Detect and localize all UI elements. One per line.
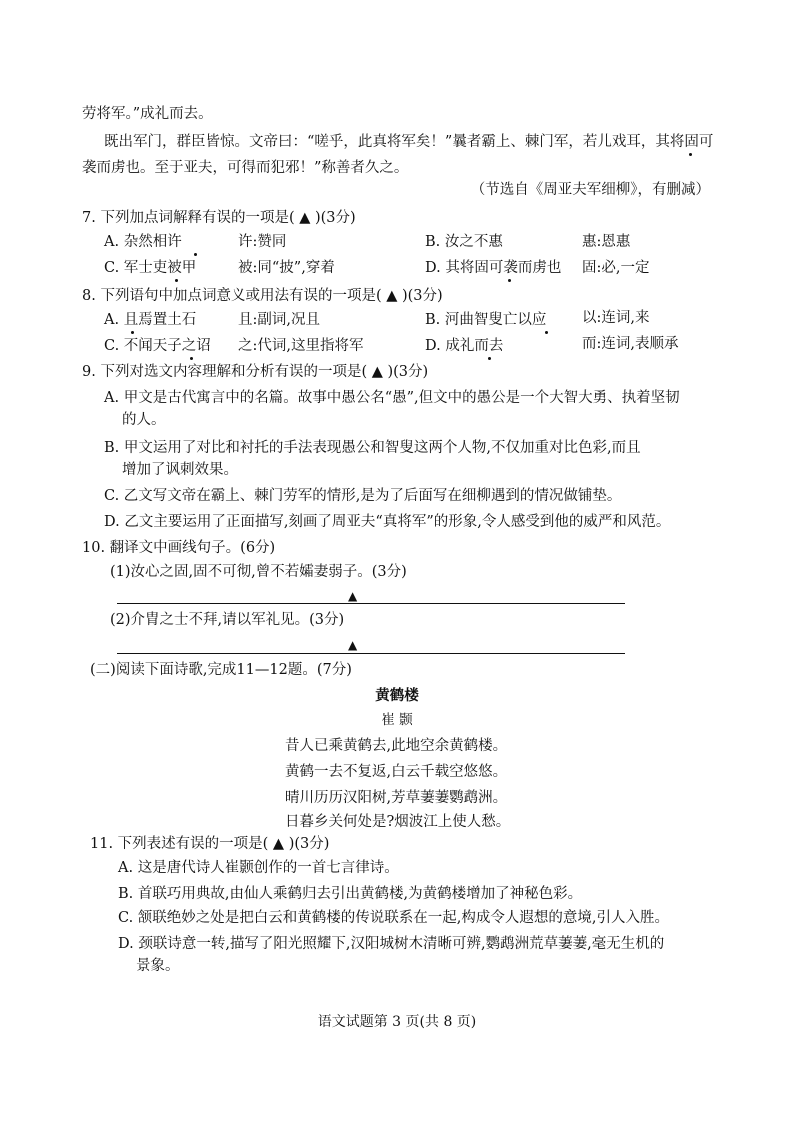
q9-option-b-line1: B. 甲文运用了对比和衬托的手法表现愚公和智叟这两个人物,不仅加重对比色彩,而且 xyxy=(104,440,641,456)
q7-stem: 7. 下列加点词解释有误的一项是( ▲ )(3分) xyxy=(82,210,356,226)
q10-sentence-2: (2)介胄之士不拜,请以军礼见。(3分) xyxy=(110,612,345,628)
poem-title: 黄鹤楼 xyxy=(375,687,419,704)
passage-line-2: 既出军门，群臣皆惊。文帝曰：“嗟乎，此真将军矣！”曩者霸上、棘门军，若儿戏耳，其将固可 xyxy=(104,134,714,150)
q11-option-c: C. 颔联绝妙之处是把白云和黄鹤楼的传说联系在一起,构成令人遐想的意境,引人入胜。 xyxy=(118,910,670,926)
section2-stem: (二)阅读下面诗歌,完成11—12题。(7分) xyxy=(90,662,352,678)
answer-line-2[interactable] xyxy=(117,653,625,654)
poem-line-3: 晴川历历汉阳树,芳草萋萋鹦鹉洲。 xyxy=(285,790,508,806)
emphasis-dot xyxy=(190,357,193,360)
poem-line-4: 日暮乡关何处是?烟波江上使人愁。 xyxy=(285,814,511,830)
q8-option-c: C. 不闻天子之诏 xyxy=(104,338,211,354)
emphasis-dot xyxy=(545,331,548,334)
q7-option-c-explain: 被:同“披”,穿着 xyxy=(238,260,335,276)
poem-author: 崔 颢 xyxy=(381,712,413,728)
q11-stem: 11. 下列表述有误的一项是( ▲ )(3分) xyxy=(90,836,330,852)
answer-triangle-mark: ▲ xyxy=(348,589,358,603)
q9-option-a-line1: A. 甲文是古代寓言中的名篇。故事中愚公名“愚”,但文中的愚公是一个大智大勇、执着坚韧 xyxy=(104,390,680,406)
q9-option-b-line2: 增加了讽刺效果。 xyxy=(122,462,238,478)
passage-source: （节选自《周亚夫军细柳》，有删减） xyxy=(470,182,710,198)
passage-line-1: 劳将军。”成礼而去。 xyxy=(82,106,213,122)
emphasis-dot xyxy=(488,357,491,360)
q9-option-c: C. 乙文写文帝在霸上、棘门劳军的情形,是为了后面写在细柳遇到的情况做铺垫。 xyxy=(104,488,622,504)
emphasis-dot xyxy=(689,153,692,156)
q11-option-d-line2: 景象。 xyxy=(136,958,180,974)
poem-line-2: 黄鹤一去不复返,白云千载空悠悠。 xyxy=(285,764,508,780)
emphasis-dot xyxy=(131,331,134,334)
answer-line-1[interactable] xyxy=(117,603,625,604)
q9-option-a-line2: 的人。 xyxy=(122,412,166,428)
q7-option-a-explain: 许:赞同 xyxy=(238,234,287,250)
q8-option-c-explain: 之:代词,这里指将军 xyxy=(238,338,364,354)
answer-triangle-mark: ▲ xyxy=(348,638,358,652)
q8-stem: 8. 下列语句中加点词意义或用法有误的一项是( ▲ )(3分) xyxy=(82,288,443,304)
passage-line-3: 袭而虏也。至于亚夫，可得而犯邪！”称善者久之。 xyxy=(82,160,409,176)
q8-option-b: B. 河曲智叟亡以应 xyxy=(425,312,547,328)
q7-option-b-explain: 惠:恩惠 xyxy=(582,234,631,250)
q8-option-b-explain: 以:连词,来 xyxy=(582,310,650,326)
emphasis-dot xyxy=(194,253,197,256)
q8-option-d-explain: 而:连词,表顺承 xyxy=(582,336,679,352)
emphasis-dot xyxy=(175,279,178,282)
q7-option-a: A. 杂然相许 xyxy=(104,234,182,250)
q7-option-c: C. 军士吏被甲 xyxy=(104,260,197,276)
q11-option-d-line1: D. 颈联诗意一转,描写了阳光照耀下,汉阳城树木清晰可辨,鹦鹉洲荒草萋萋,毫无生机的 xyxy=(118,936,665,952)
q8-option-d: D. 成礼而去 xyxy=(425,338,504,354)
q10-sentence-1: (1)汝心之固,固不可彻,曾不若孀妻弱子。(3分) xyxy=(110,564,407,580)
q9-option-d: D. 乙文主要运用了正面描写,刻画了周亚夫“真将军”的形象,令人感受到他的威严和风范。 xyxy=(104,514,671,530)
q7-option-b: B. 汝之不惠 xyxy=(425,234,503,250)
poem-line-1: 昔人已乘黄鹤去,此地空余黄鹤楼。 xyxy=(285,738,508,754)
page-footer: 语文试题第 3 页(共 8 页) xyxy=(317,1014,477,1030)
q11-option-b: B. 首联巧用典故,由仙人乘鹤归去引出黄鹤楼,为黄鹤楼增加了神秘色彩。 xyxy=(118,886,583,902)
q8-option-a-explain: 且:副词,况且 xyxy=(238,312,320,328)
emphasis-dot xyxy=(508,279,511,282)
q8-option-a: A. 且焉置土石 xyxy=(104,312,197,328)
q7-option-d-explain: 固:必,一定 xyxy=(582,260,650,276)
q10-stem: 10. 翻译文中画线句子。(6分) xyxy=(82,540,276,556)
q9-stem: 9. 下列对选文内容理解和分析有误的一项是( ▲ )(3分) xyxy=(82,364,429,380)
q11-option-a: A. 这是唐代诗人崔颢创作的一首七言律诗。 xyxy=(118,860,399,876)
q7-option-d: D. 其将固可袭而虏也 xyxy=(425,260,562,276)
